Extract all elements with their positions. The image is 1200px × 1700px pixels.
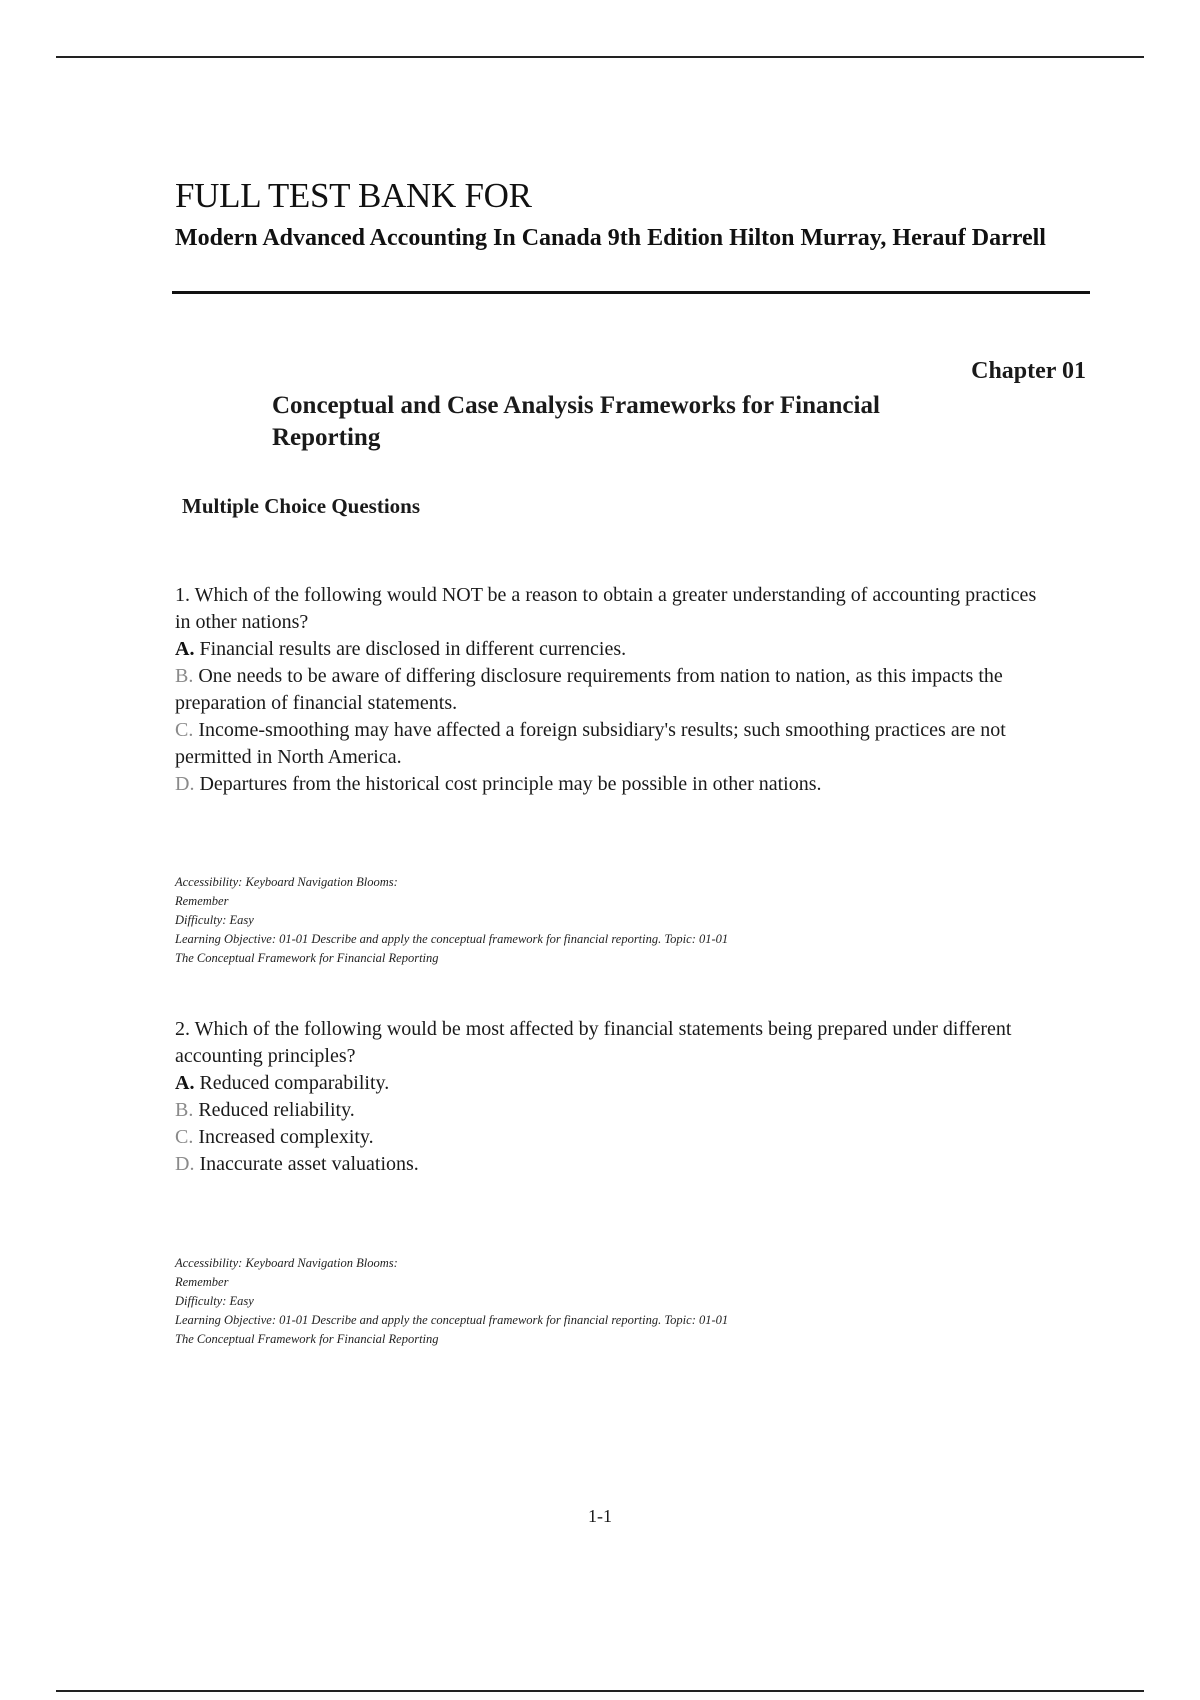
answer-option-d: [175, 1151, 1055, 1178]
option-letter: D.: [175, 1153, 195, 1175]
option-letter: D.: [175, 773, 195, 795]
metadata-line: The Conceptual Framework for Financial Reporting: [175, 1332, 439, 1346]
metadata-line: Remember: [175, 1275, 229, 1289]
option-text: Reduced reliability.: [198, 1099, 355, 1121]
chapter-title: Conceptual and Case Analysis Frameworks for Financial Reporting: [272, 392, 880, 451]
metadata-line: Difficulty: Easy: [175, 1294, 254, 1308]
question-2-metadata: [175, 1254, 935, 1349]
answer-option-a: [175, 636, 1055, 663]
answer-option-a: [175, 1070, 1055, 1097]
option-text: Inaccurate asset valuations.: [199, 1153, 419, 1175]
option-letter: B.: [175, 665, 194, 687]
question-1: [175, 582, 1055, 798]
metadata-line: The Conceptual Framework for Financial Reporting: [175, 951, 439, 965]
answer-option-b: [175, 1097, 1055, 1124]
option-text: Departures from the historical cost principle may be possible in other nations.: [199, 773, 822, 795]
section-heading: Multiple Choice Questions: [182, 494, 421, 518]
option-letter: A.: [175, 1072, 195, 1094]
metadata-line: Difficulty: Easy: [175, 913, 254, 927]
option-text: Reduced comparability.: [199, 1072, 390, 1094]
question-stem: 2. Which of the following would be most affected by financial statements being prepared under different accounting principles?: [175, 1018, 1012, 1067]
document-title: FULL TEST BANK FOR: [175, 176, 532, 215]
option-text: Increased complexity.: [198, 1126, 374, 1148]
metadata-line: Learning Objective: 01-01 Describe and apply the conceptual framework for financial reporting. Topic: 01-01: [175, 932, 729, 946]
option-letter: A.: [175, 638, 195, 660]
chapter-label: Chapter 01: [971, 358, 1086, 384]
metadata-line: Remember: [175, 894, 229, 908]
option-letter: B.: [175, 1099, 194, 1121]
answer-option-c: [175, 1124, 1055, 1151]
header-divider: [172, 291, 1090, 294]
option-text: Income-smoothing may have affected a foreign subsidiary's results; such smoothing practices are not permitted in North America.: [175, 719, 1006, 768]
top-rule: [56, 56, 1144, 58]
option-text: One needs to be aware of differing disclosure requirements from nation to nation, as this impacts the preparation of financial statements.: [175, 665, 1003, 714]
document-subtitle: Modern Advanced Accounting In Canada 9th Edition Hilton Murray, Herauf Darrell: [175, 225, 1046, 251]
answer-option-d: [175, 771, 1055, 798]
option-letter: C.: [175, 719, 194, 741]
question-1-metadata: [175, 873, 935, 968]
bottom-rule: [56, 1690, 1144, 1692]
question-stem: 1. Which of the following would NOT be a reason to obtain a greater understanding of accounting practices in other nations?: [175, 584, 1037, 633]
metadata-line: Learning Objective: 01-01 Describe and apply the conceptual framework for financial reporting. Topic: 01-01: [175, 1313, 729, 1327]
option-text: Financial results are disclosed in different currencies.: [199, 638, 627, 660]
page-number: 1-1: [588, 1506, 612, 1526]
metadata-line: Accessibility: Keyboard Navigation Blooms:: [175, 1256, 398, 1270]
option-letter: C.: [175, 1126, 194, 1148]
question-2: [175, 1016, 1055, 1178]
metadata-line: Accessibility: Keyboard Navigation Blooms:: [175, 875, 398, 889]
answer-option-c: [175, 717, 1055, 771]
answer-option-b: [175, 663, 1055, 717]
